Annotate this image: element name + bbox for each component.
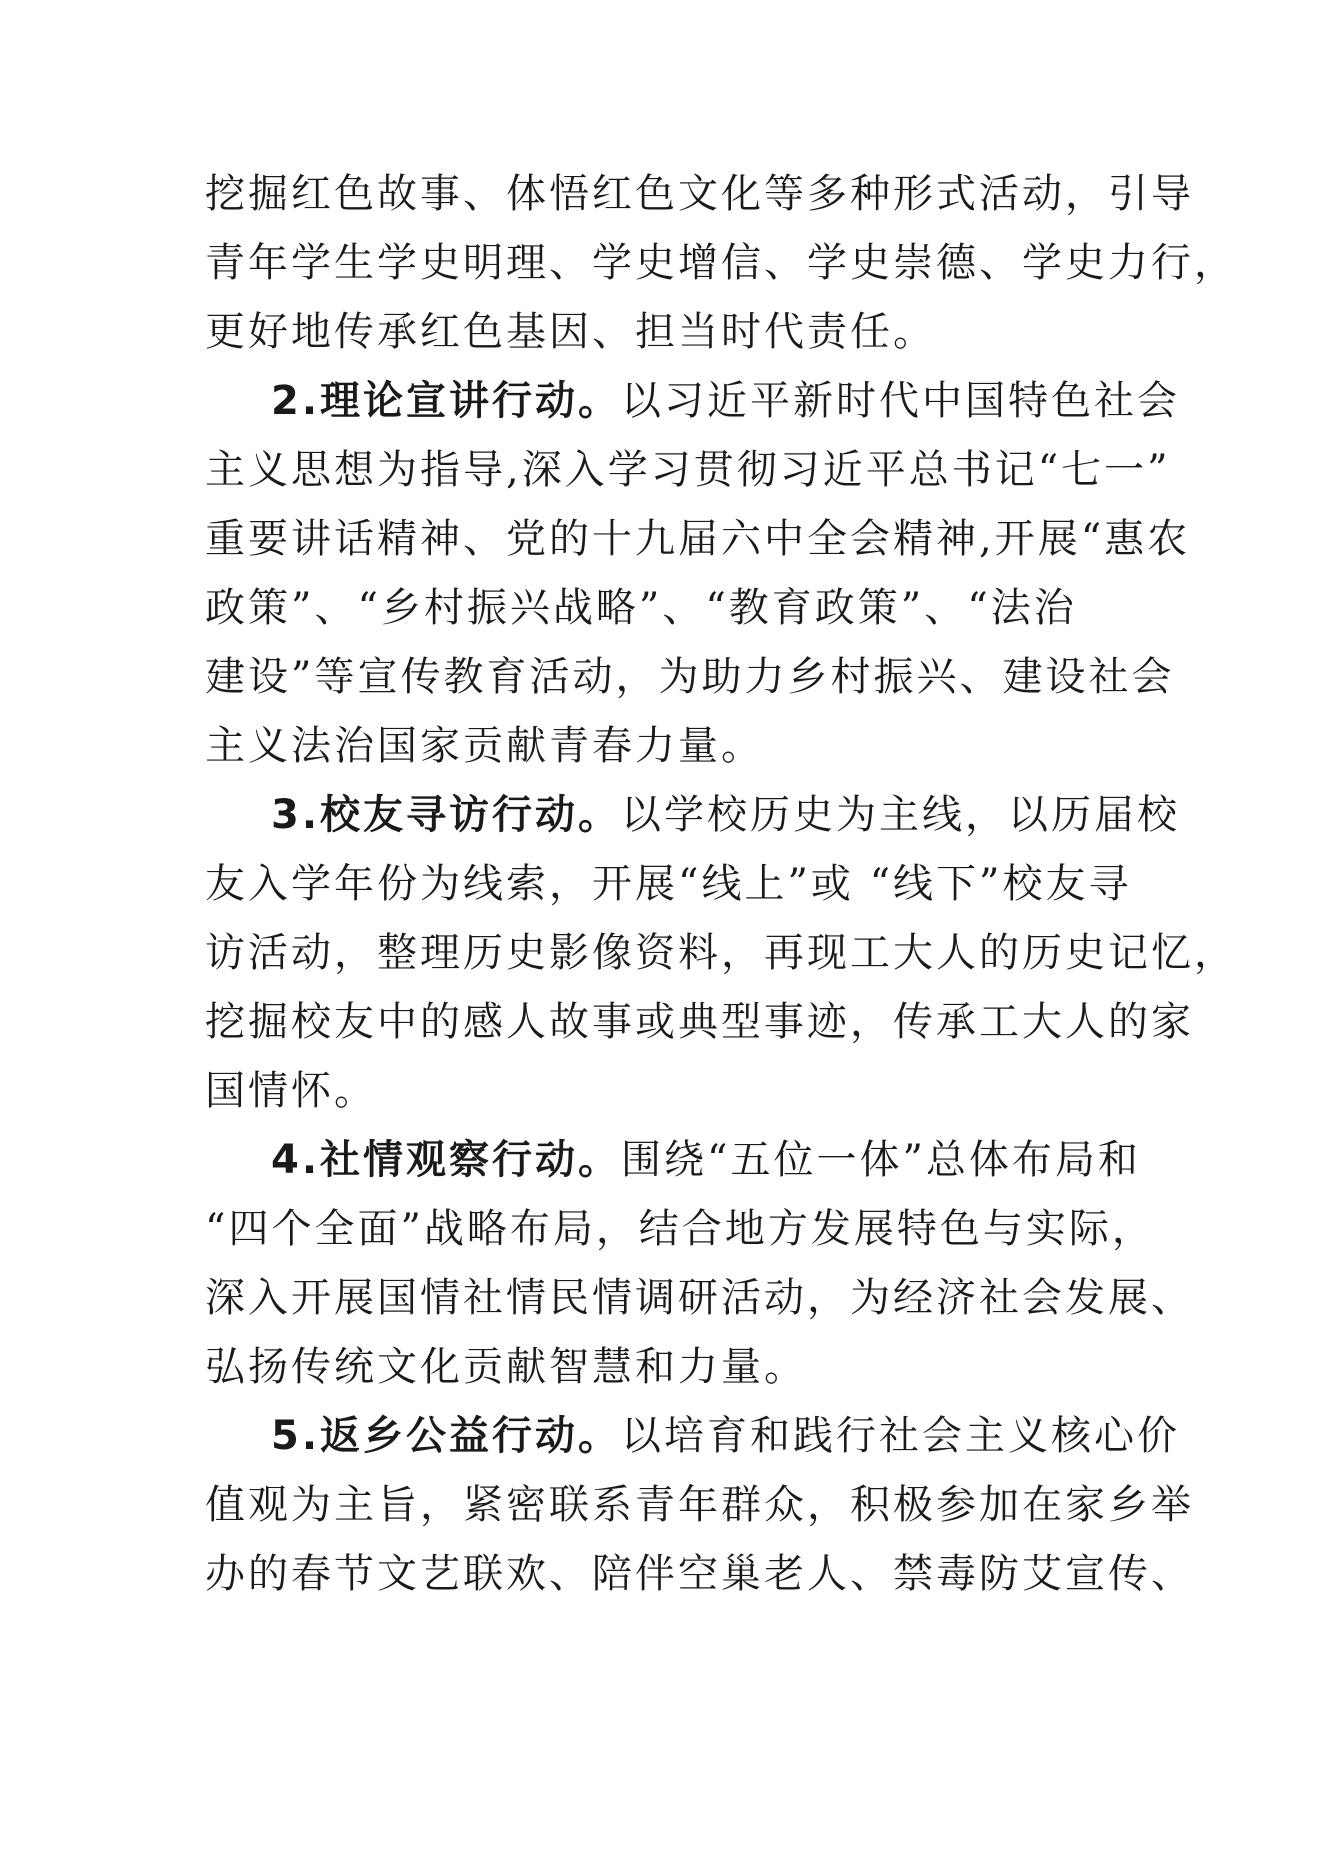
section-text: 围绕“五位一体”总体布局和 <box>621 1137 1141 1183</box>
section-text: 以习近平新时代中国特色社会 <box>621 378 1181 424</box>
text-line: 友入学年份为线索，开展“线上”或 “线下”校友寻 <box>205 861 1132 907</box>
text-line: “四个全面”战略布局，结合地方发展特色与实际， <box>205 1206 1155 1252</box>
section-first-line <box>205 1126 1141 1195</box>
text-line: 政策”、“乡村振兴战略”、“教育政策”、“法治 <box>205 585 1077 631</box>
paragraph-intro <box>205 160 1237 367</box>
text-line: 挖掘校友中的感人故事或典型事迹，传承工大人的家 <box>205 999 1194 1045</box>
section-alumni-visit <box>205 781 1237 1126</box>
section-text: 以学校历史为主线，以历届校 <box>621 792 1181 838</box>
text-line: 挖掘红色故事、体悟红色文化等多种形式活动，引导 <box>205 171 1194 217</box>
text-line: 重要讲话精神、党的十九届六中全会精神,开展“惠农 <box>205 516 1191 562</box>
section-heading: 2.理论宣讲行动。 <box>271 378 622 424</box>
text-line: 访活动，整理历史影像资料，再现工大人的历史记忆， <box>205 930 1237 976</box>
section-heading: 4.社情观察行动。 <box>271 1137 622 1183</box>
section-first-line <box>205 781 1181 850</box>
text-line: 弘扬传统文化贡献智慧和力量。 <box>205 1344 807 1390</box>
section-theory-lecture <box>205 367 1191 781</box>
text-line: 更好地传承红色基因、担当时代责任。 <box>205 309 936 355</box>
section-heading: 5.返乡公益行动。 <box>271 1413 622 1459</box>
section-text: 以培育和践行社会主义核心价 <box>621 1413 1181 1459</box>
text-line: 国情怀。 <box>205 1068 377 1114</box>
text-line: 深入开展国情社情民情调研活动，为经济社会发展、 <box>205 1275 1194 1321</box>
section-hometown-service <box>205 1402 1194 1609</box>
text-line: 主义法治国家贡献青春力量。 <box>205 723 764 769</box>
text-line: 办的春节文艺联欢、陪伴空巢老人、禁毒防艾宣传、 <box>205 1551 1194 1597</box>
text-line: 青年学生学史明理、学史增信、学史崇德、学史力行， <box>205 240 1237 286</box>
section-heading: 3.校友寻访行动。 <box>271 792 622 838</box>
section-first-line <box>205 1402 1181 1471</box>
text-line: 值观为主旨，紧密联系青年群众，积极参加在家乡举 <box>205 1482 1194 1528</box>
section-social-observation <box>205 1126 1194 1402</box>
text-line: 建设”等宣传教育活动，为助力乡村振兴、建设社会 <box>205 654 1175 700</box>
text-line: 主义思想为指导,深入学习贯彻习近平总书记“七一” <box>205 447 1171 493</box>
document-body <box>205 160 1237 1609</box>
section-first-line <box>205 367 1181 436</box>
